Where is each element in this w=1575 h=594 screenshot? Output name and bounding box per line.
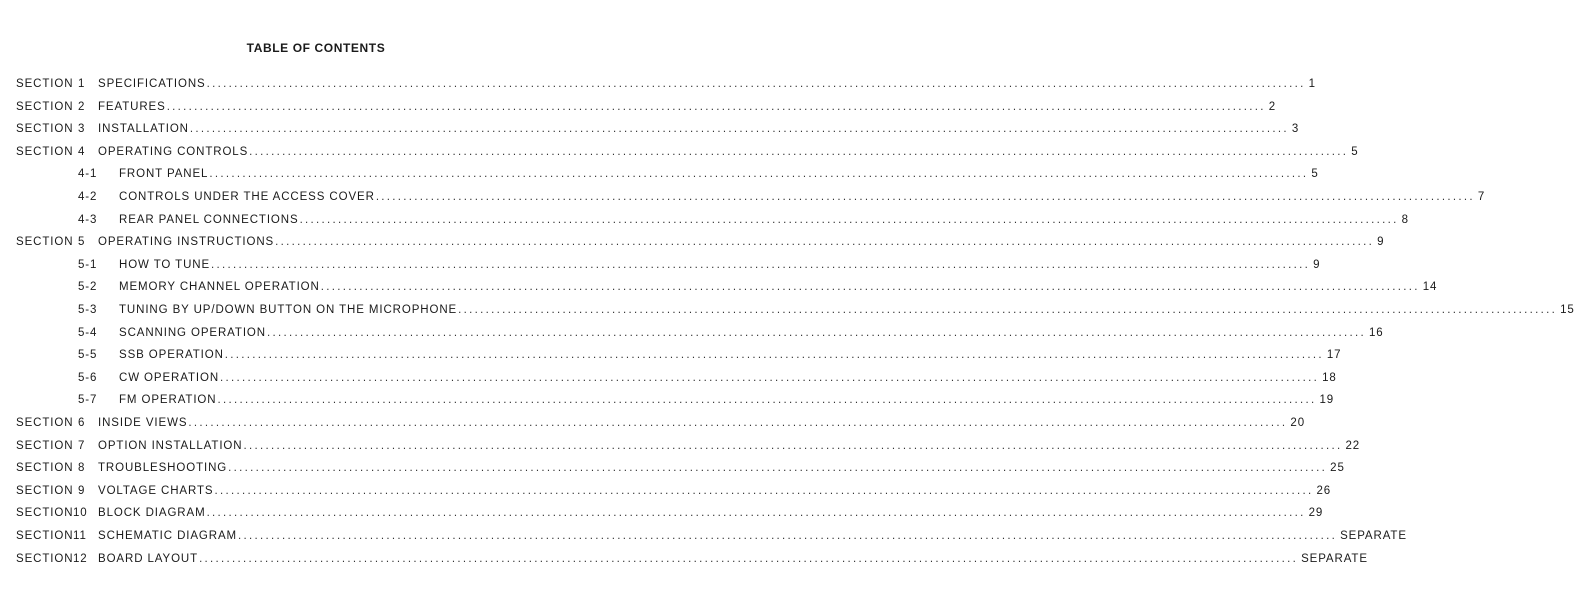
toc-entry [16, 551, 1368, 567]
section-number: 5-4 [78, 326, 98, 339]
toc-entry [16, 415, 1306, 431]
entry-title: SSB OPERATION [119, 349, 224, 362]
section-number: 5-7 [78, 394, 98, 407]
page-number: 25 [1330, 462, 1345, 475]
page-number: 9 [1313, 258, 1321, 271]
section-word: SECTION [16, 78, 74, 90]
page-title: TABLE OF CONTENTS [246, 41, 386, 55]
section-word: SECTION [16, 236, 74, 249]
toc-entry [16, 144, 1359, 160]
toc-entry [78, 370, 1337, 386]
page-number: 2 [1268, 100, 1276, 113]
page-number: 16 [1369, 326, 1384, 339]
toc-entry [78, 325, 1384, 341]
dot-leader: ........................................................................................................................................................................................................ [199, 552, 1299, 565]
section-number: 4-1 [78, 168, 98, 181]
toc-entry [78, 392, 1335, 408]
toc-entry [16, 234, 1385, 250]
page-number: 5 [1351, 145, 1359, 158]
section-number: 2 [78, 100, 86, 113]
section-number: 12 [73, 552, 88, 565]
section-number: 5-2 [78, 281, 98, 294]
page-number: 8 [1401, 213, 1409, 226]
entry-title: OPERATING CONTROLS [98, 145, 249, 158]
section-number: 5-5 [78, 349, 98, 362]
page-number: 7 [1477, 191, 1486, 203]
toc-entry [78, 257, 1321, 273]
section-number: 8 [78, 462, 86, 475]
section-number: 3 [78, 123, 86, 136]
toc-entry [16, 99, 1276, 115]
toc-entry [78, 166, 1319, 182]
toc-entry [78, 189, 1486, 205]
dot-leader: ........................................................................................................................................................................................................ [224, 349, 1324, 362]
dot-leader: ........................................................................................................................................................................................................ [214, 484, 1314, 497]
dot-leader: ........................................................................................................................................................................................................ [211, 258, 1311, 271]
toc-entry [16, 460, 1345, 476]
toc-entry [78, 302, 1575, 318]
dot-leader: ........................................................................................................................................................................................................ [266, 326, 1366, 339]
page-number: 3 [1291, 123, 1300, 136]
entry-title: MEMORY CHANNEL OPERATION [119, 281, 320, 294]
section-number: 4 [78, 145, 86, 158]
toc-entry [78, 212, 1409, 228]
section-number: 1 [78, 78, 86, 90]
toc-entry [16, 438, 1361, 454]
section-word: SECTION [16, 530, 74, 542]
page-number: 20 [1290, 417, 1306, 429]
dot-leader: ........................................................................................................................................................................................................ [320, 281, 1420, 294]
entry-title: SCHEMATIC DIAGRAM [98, 530, 238, 542]
page-number: SEPARATE [1301, 552, 1368, 565]
page-number: 17 [1326, 349, 1342, 362]
dot-leader: ........................................................................................................................................................................................................ [275, 236, 1375, 249]
entry-title: INSTALLATION [98, 123, 189, 136]
page-number: 22 [1345, 439, 1361, 452]
entry-title: SCANNING OPERATION [119, 326, 266, 339]
entry-title: BOARD LAYOUT [98, 552, 199, 565]
dot-leader: ........................................................................................................................................................................................................ [249, 145, 1349, 158]
page-number: 9 [1377, 236, 1385, 249]
section-number: 5-3 [78, 304, 98, 316]
section-word: SECTION [16, 417, 74, 429]
entry-title: SPECIFICATIONS [98, 78, 206, 90]
page-number: 18 [1322, 371, 1337, 384]
toc-entry [78, 279, 1438, 295]
section-number: 9 [78, 484, 86, 497]
toc-entry [16, 483, 1332, 499]
dot-leader: ........................................................................................................................................................................................................ [375, 191, 1475, 203]
toc-entry [16, 505, 1324, 521]
dot-leader: ........................................................................................................................................................................................................ [238, 530, 1338, 542]
page-number: 5 [1311, 168, 1319, 181]
section-number: 5-6 [78, 371, 98, 384]
section-word: SECTION [16, 552, 74, 565]
section-number: 4-3 [78, 213, 98, 226]
entry-title: TUNING BY UP/DOWN BUTTON ON THE MICROPHONE [119, 304, 458, 316]
page-number: 14 [1422, 281, 1438, 294]
section-word: SECTION [16, 507, 74, 520]
dot-leader: ........................................................................................................................................................................................................ [217, 394, 1317, 407]
entry-title: REAR PANEL CONNECTIONS [119, 213, 299, 226]
dot-leader: ........................................................................................................................................................................................................ [166, 100, 1266, 113]
section-word: SECTION [16, 145, 74, 158]
section-number: 4-2 [78, 191, 98, 203]
dot-leader: ........................................................................................................................................................................................................ [243, 439, 1343, 452]
section-word: SECTION [16, 484, 74, 497]
entry-title: HOW TO TUNE [119, 258, 211, 271]
section-number: 5 [78, 236, 86, 249]
section-number: 7 [78, 439, 86, 452]
entry-title: TROUBLESHOOTING [98, 462, 228, 475]
toc-entry [16, 528, 1407, 544]
section-word: SECTION [16, 123, 74, 136]
page-number: 1 [1308, 78, 1316, 90]
toc-entry [16, 76, 1316, 92]
page-number: 26 [1316, 484, 1332, 497]
dot-leader: ........................................................................................................................................................................................................ [206, 507, 1306, 520]
dot-leader: ........................................................................................................................................................................................................ [299, 213, 1399, 226]
dot-leader: ........................................................................................................................................................................................................ [209, 168, 1309, 181]
page-number: 19 [1319, 394, 1335, 407]
page-number: 15 [1560, 304, 1575, 316]
entry-title: OPTION INSTALLATION [98, 439, 243, 452]
section-number: 6 [78, 417, 86, 429]
dot-leader: ........................................................................................................................................................................................................ [228, 462, 1328, 475]
entry-title: FRONT PANEL [119, 168, 209, 181]
entry-title: BLOCK DIAGRAM [98, 507, 206, 520]
page-number: SEPARATE [1340, 530, 1407, 542]
toc-entry [16, 121, 1300, 137]
section-word: SECTION [16, 100, 74, 113]
entry-title: VOLTAGE CHARTS [98, 484, 214, 497]
dot-leader: ........................................................................................................................................................................................................ [188, 417, 1288, 429]
entry-title: CW OPERATION [119, 371, 220, 384]
entry-title: INSIDE VIEWS [98, 417, 188, 429]
section-number: 10 [73, 507, 88, 520]
toc-entry [78, 347, 1342, 363]
entry-title: FEATURES [98, 100, 166, 113]
entry-title: CONTROLS UNDER THE ACCESS COVER [119, 191, 375, 203]
dot-leader: ........................................................................................................................................................................................................ [458, 304, 1558, 316]
section-word: SECTION [16, 462, 74, 475]
dot-leader: ........................................................................................................................................................................................................ [206, 78, 1306, 90]
entry-title: OPERATING INSTRUCTIONS [98, 236, 275, 249]
section-number: 5-1 [78, 258, 98, 271]
section-word: SECTION [16, 439, 74, 452]
dot-leader: ........................................................................................................................................................................................................ [220, 371, 1320, 384]
dot-leader: ........................................................................................................................................................................................................ [189, 123, 1289, 136]
page-number: 29 [1308, 507, 1324, 520]
section-number: 11 [73, 530, 87, 542]
entry-title: FM OPERATION [119, 394, 217, 407]
